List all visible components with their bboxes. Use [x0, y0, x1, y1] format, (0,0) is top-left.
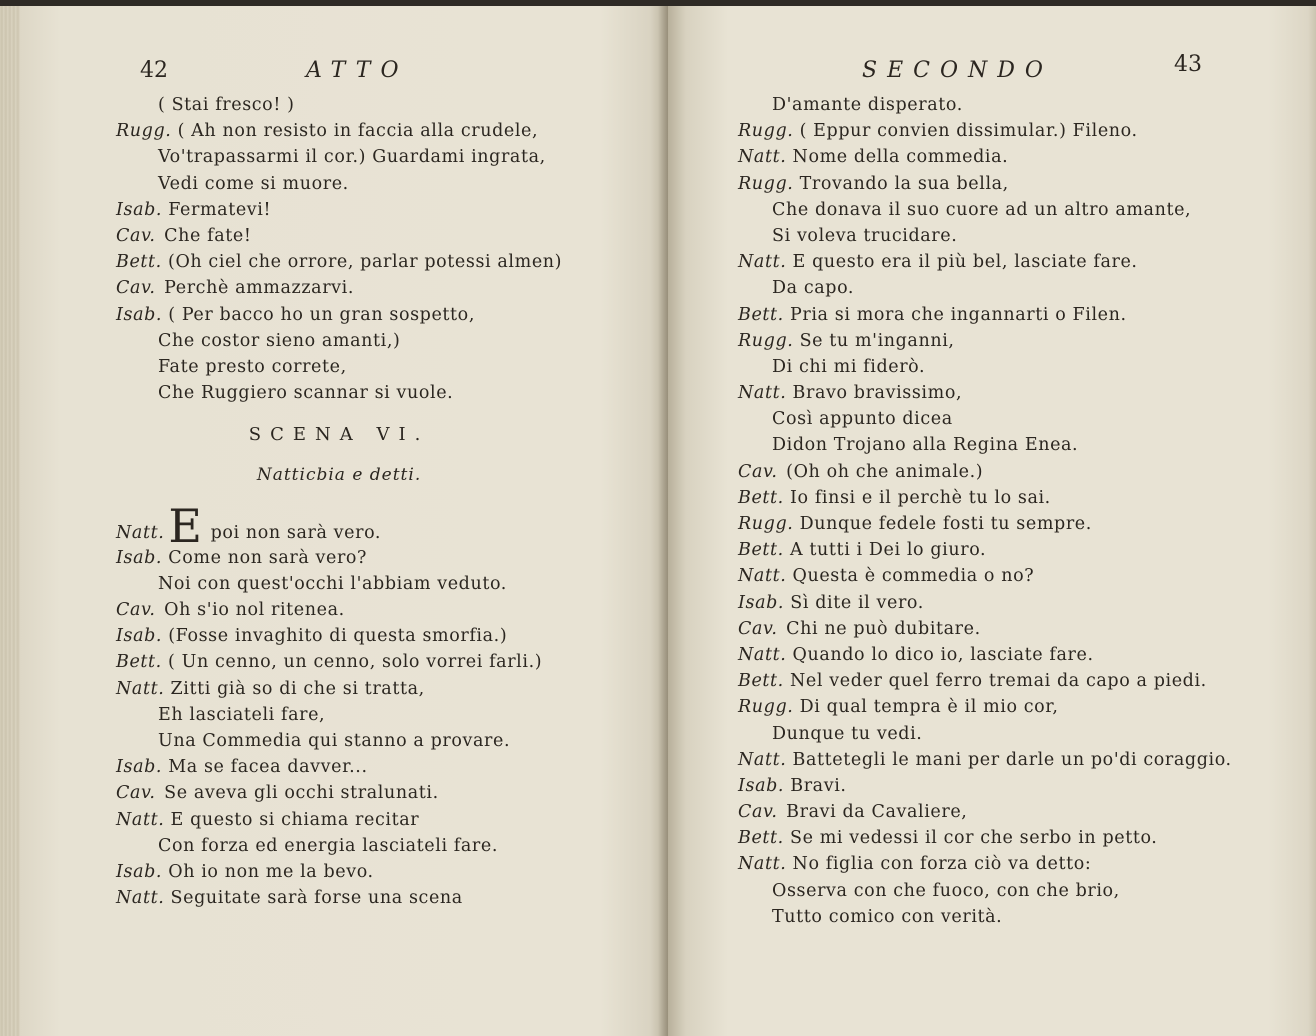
line-text: Eh lasciateli fare, [158, 704, 326, 725]
running-header-right: SECONDO [862, 58, 1053, 83]
speaker: Bett. [738, 671, 784, 692]
line-text: Perchè ammazzarvi. [158, 278, 355, 299]
dialogue-line [738, 223, 1232, 249]
dialogue-line [738, 721, 1232, 747]
dialogue-line [116, 328, 562, 354]
speaker: Natt. [738, 644, 787, 665]
left-page [0, 6, 668, 1036]
line-text: Io finsi e il perchè tu lo sai. [783, 487, 1051, 508]
speaker: Natt. [738, 147, 787, 168]
line-text: Come non sarà vero? [162, 547, 368, 568]
dialogue-line [116, 144, 562, 170]
dialogue-line [116, 302, 562, 328]
speaker: Cav. [116, 600, 156, 621]
dialogue-line [116, 754, 562, 780]
line-text: Se mi vedessi il cor che serbo in petto. [783, 828, 1158, 849]
speaker: Rugg. [738, 514, 794, 534]
right-text-block [738, 92, 1232, 930]
line-text: Si voleva trucidare. [772, 225, 958, 246]
dialogue-line [738, 511, 1232, 537]
line-text: No figlia con forza ciò va detto: [786, 854, 1092, 875]
speaker: Rugg. [738, 121, 794, 142]
line-text: poi non sarà vero. [210, 522, 382, 543]
scene-title: SCENA VI. [248, 424, 430, 446]
line-text: Trovando la sua bella, [793, 173, 1009, 194]
dialogue-line [116, 118, 562, 144]
page-number-right: 43 [1174, 52, 1202, 77]
first-line [116, 498, 562, 553]
speaker: Isab. [116, 199, 163, 220]
speaker: Natt. [738, 252, 787, 273]
left-lines-top [116, 92, 562, 406]
speaker: Bett. [738, 828, 784, 849]
line-text: Di qual tempra è il mio cor, [793, 697, 1059, 718]
dialogue-line [116, 885, 562, 911]
dialogue-line [738, 354, 1232, 380]
speaker: Bett. [116, 652, 162, 673]
speaker: Cav. [738, 802, 778, 823]
line-text: Vo'trapassarmi il cor.) Guardami ingrata, [158, 147, 546, 168]
line-text: Bravi. [784, 775, 847, 796]
dialogue-line [738, 590, 1232, 616]
right-page [668, 6, 1316, 1036]
dialogue-line [738, 616, 1232, 642]
dialogue-line [738, 904, 1232, 930]
dialogue-line [116, 728, 562, 754]
line-text: Dunque fedele fosti tu sempre. [793, 514, 1092, 534]
line-text: E questo si chiama recitar [164, 809, 420, 830]
line-text: ( Per bacco ho un gran sospetto, [162, 304, 475, 325]
line-text: Che fate! [158, 225, 252, 246]
speaker: Natt. [738, 383, 787, 404]
page-number-left: 42 [140, 58, 168, 83]
speaker: Bett. [116, 252, 162, 273]
dialogue-line [738, 380, 1232, 406]
dialogue-line [738, 432, 1232, 458]
dialogue-line [738, 563, 1232, 589]
line-text: Che donava il suo cuore ad un altro amante, [772, 199, 1192, 220]
line-text: (Oh oh che animale.) [780, 461, 984, 482]
line-text: A tutti i Dei lo giuro. [783, 540, 987, 561]
speaker: Isab. [116, 304, 163, 325]
line-text: Che costor sieno amanti,) [158, 330, 401, 351]
speaker: Bett. [738, 304, 784, 325]
line-text: Battetegli le mani per darle un po'di coraggio. [786, 749, 1232, 770]
line-text: Di chi mi fiderò. [772, 356, 926, 377]
speaker: Rugg. [738, 697, 794, 718]
line-text: Una Commedia qui stanno a provare. [158, 730, 511, 751]
line-text: Ma se facea davver... [162, 757, 368, 778]
left-lines-bottom [116, 545, 562, 912]
dialogue-line [738, 249, 1232, 275]
dialogue-line [116, 354, 562, 380]
line-text: Zitti già so di che si tratta, [164, 678, 425, 699]
dialogue-line [738, 92, 1232, 118]
speaker: Isab. [738, 775, 785, 796]
page-edges [0, 6, 20, 1036]
line-text: Fermatevi! [162, 199, 272, 220]
speaker: Isab. [116, 547, 163, 568]
dialogue-line [738, 537, 1232, 563]
dialogue-line [116, 676, 562, 702]
line-text: ( Ah non resisto in faccia alla crudele, [171, 121, 539, 142]
dialogue-line [738, 694, 1232, 720]
line-text: Oh s'io nol ritenea. [158, 600, 345, 621]
line-text: ( Eppur convien dissimular.) Fileno. [793, 121, 1138, 142]
dialogue-line [738, 118, 1232, 144]
dialogue-line [738, 851, 1232, 877]
dialogue-line [738, 799, 1232, 825]
dialogue-line [738, 747, 1232, 773]
dialogue-line [738, 878, 1232, 904]
dialogue-line [738, 171, 1232, 197]
speaker: Rugg. [116, 121, 172, 142]
line-text: Questa è commedia o no? [786, 566, 1035, 587]
dialogue-line [116, 571, 562, 597]
dialogue-line [116, 249, 562, 275]
line-text: Così appunto dicea [772, 409, 953, 430]
line-text: Fate presto correte, [158, 356, 347, 377]
speaker: Rugg. [738, 330, 794, 351]
line-text: E questo era il più bel, lasciate fare. [786, 252, 1138, 273]
scene-persons: Natticbia e detti. [256, 465, 422, 486]
dialogue-line [116, 597, 562, 623]
speaker: Cav. [116, 783, 156, 804]
line-text: Bravi da Cavaliere, [780, 802, 968, 823]
speaker: Rugg. [738, 173, 794, 194]
dialogue-line [738, 197, 1232, 223]
speaker: Natt. [116, 809, 165, 830]
dialogue-line [116, 223, 562, 249]
dialogue-line [738, 302, 1232, 328]
right-lines [738, 92, 1232, 930]
speaker: Isab. [738, 592, 785, 613]
line-text: Oh io non me la bevo. [162, 861, 374, 882]
dialogue-line [116, 780, 562, 806]
speaker: Isab. [116, 861, 163, 882]
speaker: Natt. [116, 522, 165, 543]
speaker: Bett. [738, 540, 784, 561]
line-text: ( Stai fresco! ) [158, 95, 295, 115]
line-text: Dunque tu vedi. [772, 723, 923, 744]
line-text: Vedi come si muore. [158, 173, 349, 194]
speaker: Isab. [116, 757, 163, 778]
dialogue-line [116, 92, 562, 118]
line-text: Con forza ed energia lasciateli fare. [158, 835, 499, 856]
line-text: Pria si mora che ingannarti o Filen. [783, 304, 1127, 325]
dialogue-line [738, 406, 1232, 432]
line-text: Se tu m'inganni, [793, 330, 955, 351]
speaker: Cav. [738, 618, 778, 639]
dialogue-line [738, 825, 1232, 851]
running-header-left: ATTO [306, 58, 409, 83]
dialogue-line [116, 545, 562, 571]
line-text: Osserva con che fuoco, con che brio, [772, 880, 1120, 901]
speaker: Natt. [738, 854, 787, 875]
line-text: Chi ne può dubitare. [780, 618, 981, 639]
dialogue-line [738, 275, 1232, 301]
dialogue-line [738, 485, 1232, 511]
line-text: Nome della commedia. [786, 147, 1009, 168]
dialogue-line [738, 668, 1232, 694]
speaker: Cav. [116, 278, 156, 299]
dialogue-line [738, 459, 1232, 485]
line-text: Didon Trojano alla Regina Enea. [772, 435, 1079, 456]
drop-cap: E [168, 498, 203, 553]
speaker: Isab. [116, 626, 163, 647]
dialogue-line [116, 171, 562, 197]
line-text: Sì dite il vero. [784, 592, 924, 613]
dialogue-line [116, 833, 562, 859]
line-text: Tutto comico con verità. [772, 906, 1003, 927]
dialogue-line [116, 649, 562, 675]
line-text: Noi con quest'occhi l'abbiam veduto. [158, 573, 507, 594]
dialogue-line [116, 807, 562, 833]
line-text: Quando lo dico io, lasciate fare. [786, 644, 1094, 665]
line-text: Seguitate sarà forse una scena [164, 888, 463, 909]
dialogue-line [738, 773, 1232, 799]
dialogue-line [738, 642, 1232, 668]
speaker: Natt. [738, 749, 787, 770]
line-text: (Fosse invaghito di questa smorfia.) [162, 626, 508, 647]
left-text-block [116, 92, 562, 911]
line-text: Se aveva gli occhi stralunati. [158, 783, 439, 804]
speaker: Natt. [738, 566, 787, 587]
dialogue-line [116, 859, 562, 885]
line-text: (Oh ciel che orrore, parlar potessi almen) [161, 252, 563, 273]
dialogue-line [116, 275, 562, 301]
dialogue-line [738, 328, 1232, 354]
dialogue-line [738, 144, 1232, 170]
line-text: Nel veder quel ferro tremai da capo a piedi. [783, 671, 1207, 692]
dialogue-line [116, 380, 562, 406]
speaker: Bett. [738, 487, 784, 508]
speaker: Cav. [738, 461, 778, 482]
speaker: Cav. [116, 225, 156, 246]
line-text: Da capo. [772, 278, 855, 299]
line-text: Che Ruggiero scannar si vuole. [158, 383, 454, 404]
dialogue-line [116, 197, 562, 223]
line-text: Bravo bravissimo, [786, 383, 963, 404]
line-text: ( Un cenno, un cenno, solo vorrei farli.) [161, 652, 543, 673]
dialogue-line [116, 702, 562, 728]
dialogue-line [116, 623, 562, 649]
line-text: D'amante disperato. [772, 95, 963, 115]
speaker: Natt. [116, 678, 165, 699]
speaker: Natt. [116, 888, 165, 909]
